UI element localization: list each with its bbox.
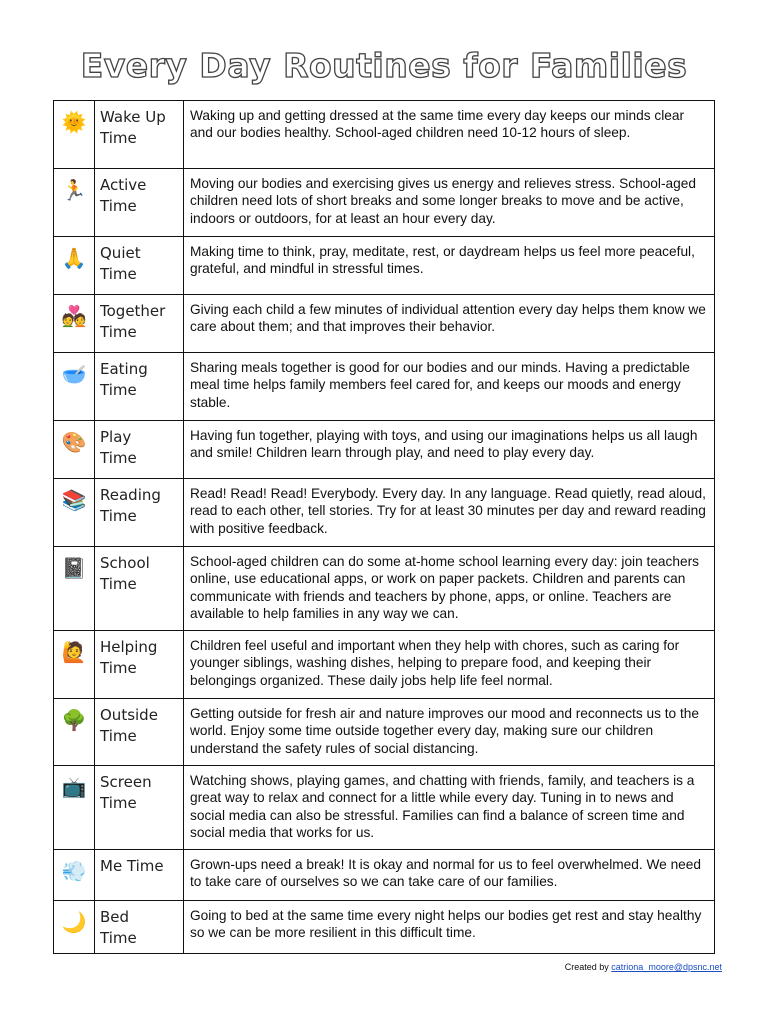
table-row bbox=[54, 353, 715, 421]
page-title: Every Day Routines for Families bbox=[80, 46, 688, 85]
routine-description: Waking up and getting dressed at the same time every day keeps our minds clear and our bodies healthy. School-aged children need 10-12 hours of sleep. bbox=[184, 101, 715, 169]
table-row bbox=[54, 699, 715, 766]
praying-hands-icon: 🙏 bbox=[61, 246, 87, 270]
dashing-away-icon: 💨 bbox=[61, 859, 87, 883]
routine-description: Going to bed at the same time every night helps our bodies get rest and stay healthy so we can be more resilient in this difficult time. bbox=[184, 901, 715, 954]
table-row bbox=[54, 547, 715, 631]
table-row bbox=[54, 237, 715, 295]
author-email-link[interactable]: catriona_moore@dpsnc.net bbox=[611, 962, 722, 972]
routine-name: Helping Time bbox=[100, 638, 158, 677]
notebook-icon: 📓 bbox=[61, 556, 87, 580]
books-icon: 📚 bbox=[61, 488, 87, 512]
routine-description: Sharing meals together is good for our bodies and our minds. Having a predictable meal time helps family members feel cared for, and keeps our moods and energy stable. bbox=[184, 353, 715, 421]
routines-table-body bbox=[54, 101, 715, 954]
routine-name: Bed Time bbox=[100, 908, 137, 947]
routine-name: Reading Time bbox=[100, 486, 161, 525]
sun-icon: 🌞 bbox=[61, 110, 87, 134]
artist-palette-icon: 🎨 bbox=[61, 430, 87, 454]
routine-description: Read! Read! Read! Everybody. Every day. In any language. Read quietly, read aloud, read to each other, tell stories. Try for at least 30 minutes per day and reward reading with positive feedback. bbox=[184, 479, 715, 547]
routine-name: Outside Time bbox=[100, 706, 158, 745]
routine-description: Moving our bodies and exercising gives us energy and relieves stress. School-aged children need lots of short breaks and some longer breaks to move and be active, indoors or outdoors, for at least an hour every day. bbox=[184, 169, 715, 237]
routine-description: School-aged children can do some at-home school learning every day: join teachers online, use educational apps, or work on paper packets. Children and parents can communicate with friends and teachers by phone, apps, or online. Teachers are available to help families in any way we can. bbox=[184, 547, 715, 631]
routine-description: Getting outside for fresh air and nature improves our mood and reconnects us to the world. Enjoy some time outside together every day, making sure our children understand the safety rules of social distancing. bbox=[184, 699, 715, 766]
table-row bbox=[54, 295, 715, 353]
routine-description: Making time to think, pray, meditate, rest, or daydream helps us feel more peaceful, grateful, and mindful in stressful times. bbox=[184, 237, 715, 295]
routines-table bbox=[53, 100, 715, 954]
television-icon: 📺 bbox=[61, 775, 87, 799]
table-row bbox=[54, 766, 715, 850]
routine-name: Play Time bbox=[100, 428, 137, 467]
routine-name: Together Time bbox=[100, 302, 166, 341]
routine-description: Watching shows, playing games, and chatting with friends, family, and teachers is a great way to relax and connect for a little while every day. Tuning in to news and social media can also be stressful. Families can find a balance of screen time and social media that works for us. bbox=[184, 766, 715, 850]
couple-heart-icon: 💑 bbox=[61, 304, 87, 328]
routine-name: Eating Time bbox=[100, 360, 148, 399]
routine-name: School Time bbox=[100, 554, 150, 593]
routine-name: Quiet Time bbox=[100, 244, 141, 283]
routine-description: Giving each child a few minutes of individual attention every day helps them know we care about them; and that improves their behavior. bbox=[184, 295, 715, 353]
routine-description: Children feel useful and important when they help with chores, such as caring for younger siblings, washing dishes, helping to prepare food, and keeping their belongings organized. These daily jobs help life feel normal. bbox=[184, 631, 715, 699]
running-person-icon: 🏃 bbox=[61, 178, 87, 202]
routine-name: Active Time bbox=[100, 176, 147, 215]
table-row bbox=[54, 101, 715, 169]
routine-description: Having fun together, playing with toys, and using our imaginations helps us all laugh and smile! Children learn through play, and need to play every day. bbox=[184, 421, 715, 479]
table-row bbox=[54, 479, 715, 547]
routine-name: Me Time bbox=[100, 857, 164, 875]
food-bowl-icon: 🥣 bbox=[61, 362, 87, 386]
table-row bbox=[54, 850, 715, 901]
credit-prefix: Created by bbox=[564, 962, 612, 972]
crescent-moon-icon: 🌙 bbox=[61, 910, 87, 934]
table-row bbox=[54, 901, 715, 954]
routine-description: Grown-ups need a break! It is okay and normal for us to feel overwhelmed. We need to take care of ourselves so we can take care of our families. bbox=[184, 850, 715, 901]
raising-hand-icon: 🙋 bbox=[61, 640, 87, 664]
tree-icon: 🌳 bbox=[61, 708, 87, 732]
routine-name: Screen Time bbox=[100, 773, 152, 812]
table-row bbox=[54, 421, 715, 479]
routine-name: Wake Up Time bbox=[100, 108, 166, 147]
credit-line bbox=[565, 962, 722, 972]
table-row bbox=[54, 169, 715, 237]
table-row bbox=[54, 631, 715, 699]
